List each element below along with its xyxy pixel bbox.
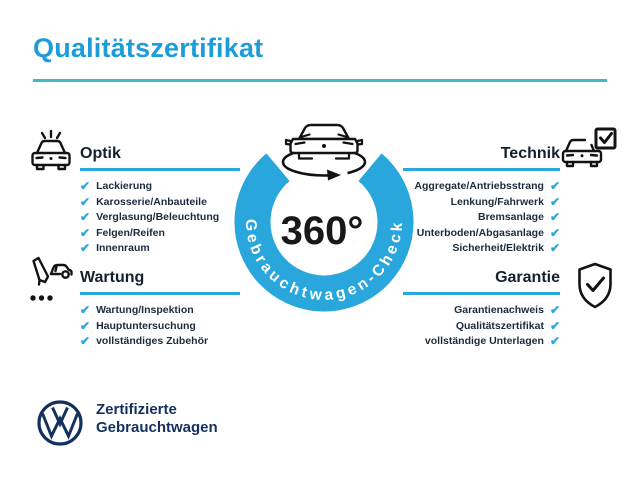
section-technik-title: Technik <box>500 145 560 162</box>
section-optik-underline <box>80 168 240 171</box>
section-technik-list <box>403 179 560 257</box>
check-icon: ✔ <box>549 179 560 194</box>
check-icon: ✔ <box>549 225 560 240</box>
section-technik <box>403 145 560 256</box>
list-item: ✔ Karosserie/Anbauteile <box>80 194 207 209</box>
list-item: Garantienachweis ✔ <box>454 303 560 318</box>
footer-claim-line1: Zertifizierte <box>96 401 177 418</box>
shield-check-icon <box>574 261 616 311</box>
list-item: ✔ vollständiges Zubehör <box>80 334 209 349</box>
section-optik-title: Optik <box>80 145 121 162</box>
check-icon: ✔ <box>549 194 560 209</box>
ring-label: Gebrauchtwagen-Check <box>241 218 407 305</box>
list-item: ✔ Innenraum <box>80 241 150 256</box>
check-icon: ✔ <box>549 303 560 318</box>
service-pen-car-icon <box>25 256 73 308</box>
360-check-ring <box>228 116 424 318</box>
check-icon: ✔ <box>80 303 91 318</box>
list-item: vollständige Unterlagen ✔ <box>424 334 560 349</box>
check-icon: ✔ <box>80 210 91 225</box>
section-garantie <box>403 269 560 349</box>
section-optik <box>80 145 240 256</box>
check-icon: ✔ <box>80 334 91 349</box>
check-icon: ✔ <box>80 194 91 209</box>
car-360-rotation-icon <box>283 125 365 181</box>
footer-claim-line2: Gebrauchtwagen <box>96 418 218 436</box>
section-wartung-underline <box>80 292 240 295</box>
section-optik-list <box>80 179 240 257</box>
check-icon: ✔ <box>549 210 560 225</box>
degree-label: 360° <box>280 209 364 253</box>
list-item: ✔ Felgen/Reifen <box>80 225 165 240</box>
page-title: Qualitätszertifikat <box>33 33 264 63</box>
footer-claim <box>96 401 218 436</box>
title-divider <box>33 79 607 82</box>
check-icon: ✔ <box>549 334 560 349</box>
vw-logo <box>36 399 84 447</box>
section-wartung <box>80 269 240 349</box>
check-icon: ✔ <box>80 241 91 256</box>
section-garantie-title: Garantie <box>495 269 560 286</box>
check-icon: ✔ <box>80 179 91 194</box>
section-garantie-underline <box>403 292 560 295</box>
list-item: Qualitätszertifikat ✔ <box>455 318 560 333</box>
check-icon: ✔ <box>549 318 560 333</box>
list-item: Sicherheit/Elektrik ✔ <box>452 241 560 256</box>
list-item: ✔ Lackierung <box>80 179 153 194</box>
section-technik-underline <box>403 168 560 171</box>
section-garantie-list <box>403 303 560 350</box>
list-item: Aggregate/Antriebsstrang ✔ <box>414 179 560 194</box>
check-icon: ✔ <box>80 318 91 333</box>
section-wartung-title: Wartung <box>80 269 145 286</box>
check-icon: ✔ <box>549 241 560 256</box>
car-shine-icon <box>26 128 76 178</box>
list-item: Bremsanlage ✔ <box>477 210 560 225</box>
list-item: Lenkung/Fahrwerk ✔ <box>450 194 560 209</box>
list-item: Unterboden/Abgasanlage ✔ <box>416 225 560 240</box>
section-wartung-list <box>80 303 240 350</box>
car-checkbox-icon <box>560 126 618 176</box>
list-item: ✔ Wartung/Inspektion <box>80 303 194 318</box>
list-item: ✔ Verglasung/Beleuchtung <box>80 210 220 225</box>
list-item: ✔ Hauptuntersuchung <box>80 318 196 333</box>
check-icon: ✔ <box>80 225 91 240</box>
